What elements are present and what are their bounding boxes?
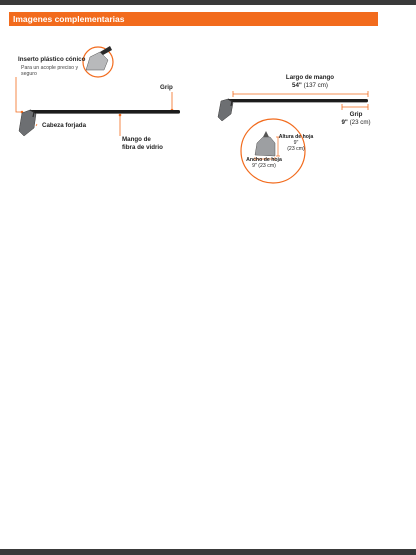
- bottom-bar: [0, 549, 416, 555]
- grip-dimension: [342, 104, 368, 110]
- blade-width-label: Ancho de hoja: [246, 157, 282, 163]
- grip-value-imperial: 9": [341, 119, 348, 126]
- length-value-metric: (137 cm): [303, 82, 328, 89]
- blade-height-block: [276, 134, 316, 153]
- length-dimension: [233, 91, 368, 97]
- blade-height-label: Altura de hoja: [278, 134, 314, 140]
- grip-value-metric: (23 cm): [349, 119, 371, 126]
- blade-width-block: [243, 157, 285, 169]
- blade-width-metric: (23 cm): [258, 163, 276, 170]
- grip-label-left: Grip: [160, 84, 173, 91]
- blade-height-value: 9": [293, 140, 299, 147]
- insert-title: Inserto plástico cónico: [18, 56, 86, 63]
- head-label: Cabeza forjada: [42, 122, 87, 129]
- handle-label-line2: fibra de vidrio: [122, 144, 163, 151]
- grip-label-right: [344, 111, 368, 119]
- length-value-imperial: 54": [292, 82, 302, 89]
- blade-width-value: 9": [252, 163, 257, 170]
- length-value: [270, 82, 350, 90]
- length-label: [270, 74, 350, 82]
- hoe-handle: [30, 110, 180, 114]
- blade-height-metric: (23 cm): [287, 146, 305, 153]
- insert-description: Para un acople preciso y seguro: [21, 65, 79, 77]
- hoe-handle-right: [228, 99, 368, 102]
- grip-value: [336, 119, 376, 127]
- handle-label-line1: Mango de: [122, 136, 151, 143]
- hoe-head-right: [218, 99, 233, 121]
- leader-dot: [119, 114, 122, 117]
- left-leaders: [16, 77, 172, 136]
- grip-label-text: Grip: [349, 111, 363, 118]
- length-label-text: Largo de mango: [285, 74, 335, 81]
- section-header: Imagenes complementarias: [9, 12, 378, 26]
